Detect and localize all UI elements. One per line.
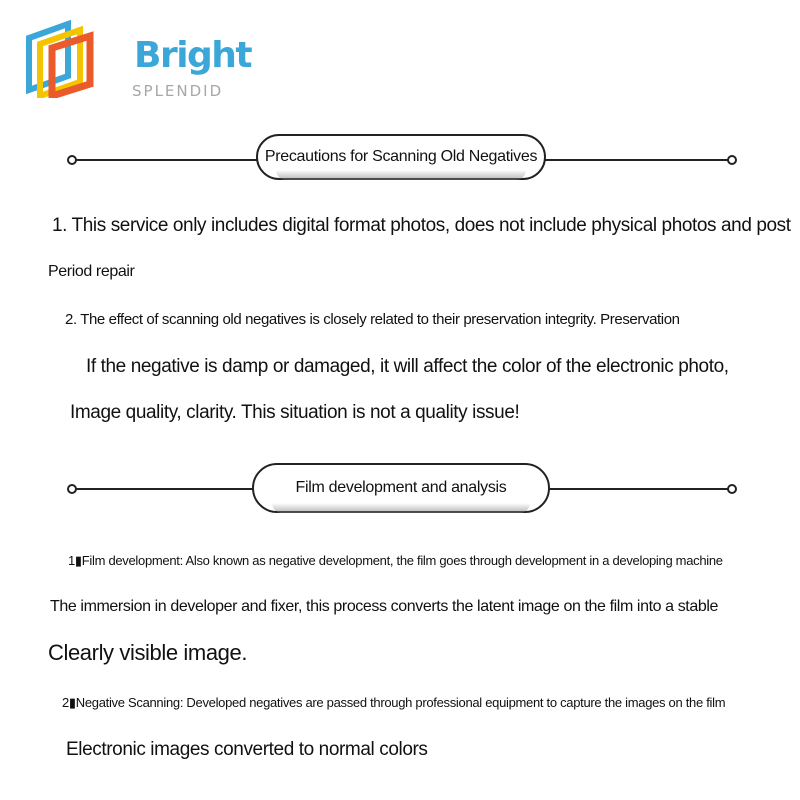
brand-name: Bright — [134, 35, 252, 76]
divider-dot-right — [727, 484, 737, 494]
precaution-line-3: 2. The effect of scanning old negatives is closely related to their preservation integrity. Preservation — [65, 311, 680, 328]
section-title-pill — [256, 134, 546, 180]
section-header-precautions — [0, 134, 800, 184]
film-line-4: 2▮Negative Scanning: Developed negatives are passed through professional equipment to capture the images on the film — [62, 695, 726, 710]
brand-logo-icon — [26, 14, 96, 98]
divider-dot-right — [727, 155, 737, 165]
precaution-line-4: If the negative is damp or damaged, it will affect the color of the electronic photo, — [86, 356, 729, 377]
section-title: Film development and analysis — [295, 479, 507, 496]
divider-line-left — [76, 488, 254, 490]
film-line-1: 1▮Film development: Also known as negative development, the film goes through development in a developing machine — [68, 553, 723, 568]
section-title-pill — [252, 463, 550, 513]
divider-line-right — [544, 159, 728, 161]
film-line-3: Clearly visible image. — [48, 640, 248, 665]
film-line-5: Electronic images converted to normal colors — [66, 739, 428, 760]
brand-tagline: SPLENDID — [132, 82, 224, 100]
section-header-film-development — [0, 463, 800, 513]
precaution-line-5: Image quality, clarity. This situation is not a quality issue! — [70, 402, 520, 423]
divider-line-right — [548, 488, 728, 490]
brand-logo — [26, 14, 252, 100]
film-line-2: The immersion in developer and fixer, this process converts the latent image on the film into a stable — [50, 598, 719, 615]
precaution-line-2: Period repair — [48, 263, 135, 280]
precaution-line-1: 1. This service only includes digital format photos, does not include physical photos and post — [52, 215, 791, 236]
section-title: Precautions for Scanning Old Negatives — [264, 148, 538, 165]
divider-line-left — [76, 159, 258, 161]
